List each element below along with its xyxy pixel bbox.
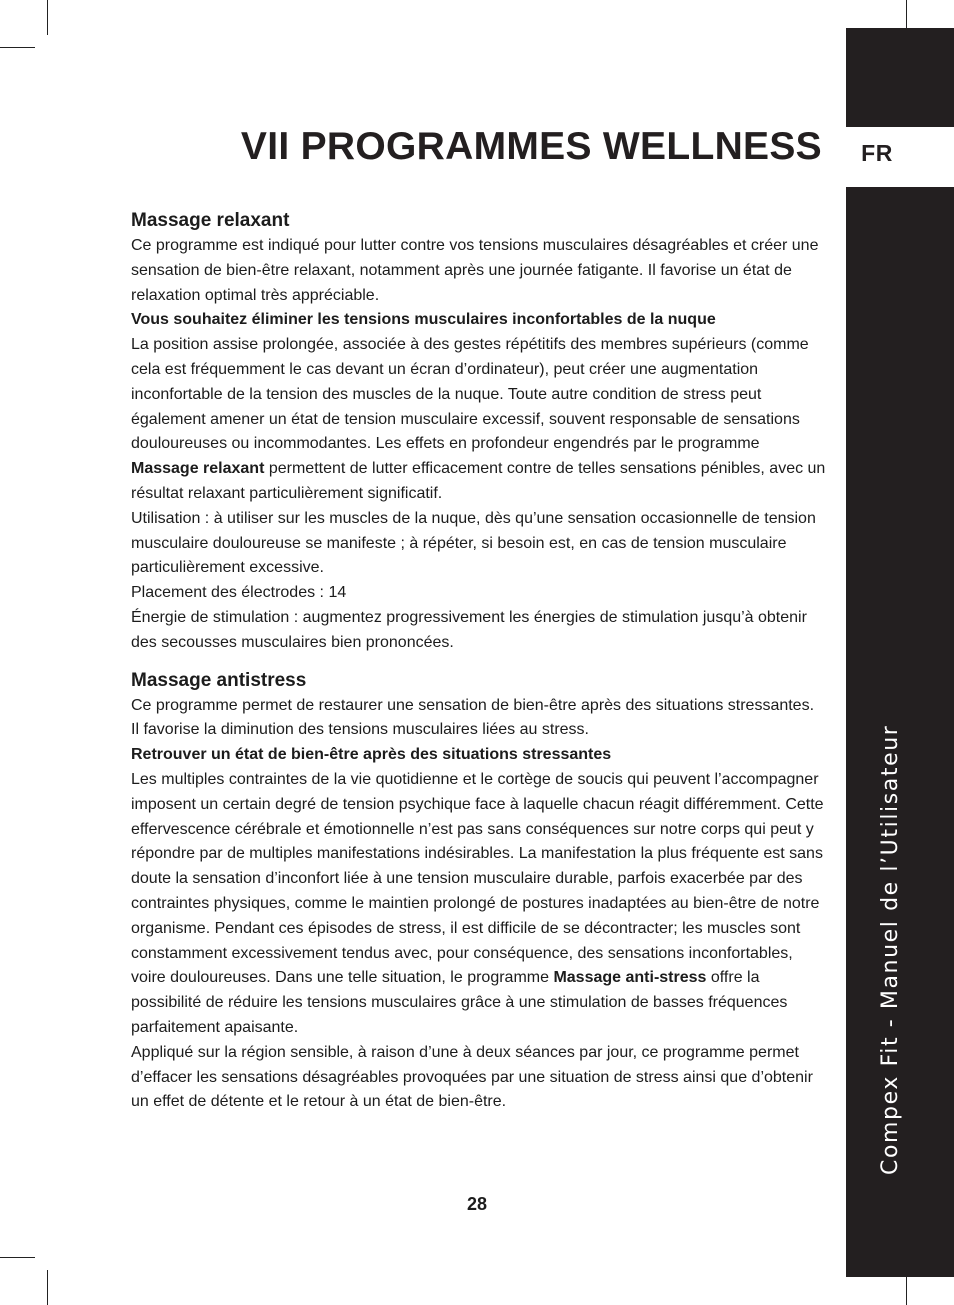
crop-mark [0, 47, 35, 48]
application-text: Appliqué sur la région sensible, à raison d’une à deux séances par jour, ce programme permet d’effacer les sensations désagréables provoquées par une situation de stress ainsi que d’obtenir un effet de détente et le retour à un état de bien-être. [131, 1043, 813, 1111]
section-intro: Ce programme est indiqué pour lutter contre vos tensions musculaires désagréables et créer une sensation de bien-être relaxant, notamment après une journée fatigante. Il favorise un état de relaxation optimal très appréciable. [131, 237, 819, 304]
language-label: FR [861, 140, 893, 166]
side-tab-top [846, 28, 954, 127]
body-text: La position assise prolongée, associée à des gestes répétitifs des membres supérieurs (comme cela est fréquemment le cas devant un écran d’ordinateur), peut créer une augmentation inconfortable de la tension des muscles de la nuque. Toute autre condition de stress peut également amener un état de tension musculaire excessif, souvent responsable de sensations douloureuses ou incommodantes. Les effets en profondeur engendrés par le programme [131, 336, 809, 453]
section-body [131, 768, 826, 1041]
crop-mark [0, 1257, 35, 1258]
section-intro: Ce programme permet de restaurer une sensation de bien-être après des situations stressantes. Il favorise la diminution des tensions musculaires liées au stress. [131, 696, 815, 739]
main-content [131, 207, 826, 1115]
program-name: Massage anti-stress [553, 969, 707, 987]
section-subtitle: Vous souhaitez éliminer les tensions musculaires inconfortables de la nuque [131, 311, 716, 329]
section-massage-antistress [131, 667, 826, 1116]
electrode-placement: Placement des électrodes : 14 [131, 584, 347, 602]
section-title: Massage antistress [131, 669, 307, 691]
section-massage-relaxant [131, 207, 826, 656]
crop-mark [47, 0, 48, 35]
usage-text: Utilisation : à utiliser sur les muscles de la nuque, dès qu’une sensation occasionnelle de tension musculaire douloureuse se manifeste ; à répéter, si besoin est, en cas de tension musculaire particulièrement excessive. [131, 509, 816, 577]
section-subtitle: Retrouver un état de bien-être après des situations stressantes [131, 746, 612, 764]
page-number: 28 [466, 1194, 488, 1214]
crop-mark [47, 1270, 48, 1305]
section-body [131, 333, 826, 507]
body-text: offre la possibilité de réduire les tensions musculaires grâce à une stimulation de basses fréquences parfaitement apaisante. [131, 969, 788, 1036]
stimulation-energy: Énergie de stimulation : augmentez progressivement les énergies de stimulation jusqu’à obtenir des secousses musculaires bien prononcées. [131, 608, 807, 651]
body-text: permettent de lutter efficacement contre de telles sensations pénibles, avec un résultat relaxant particulièrement significatif. [131, 460, 826, 502]
program-name: Massage relaxant [131, 460, 265, 478]
body-text: Les multiples contraintes de la vie quotidienne et le cortège de soucis qui peuvent l’accompagner imposent un certain degré de tension psychique face à laquelle chacun réagit différemment. Cette effervescence cérébrale et émotionnelle n’est pas sans conséquences sur notre corps qui peut y répondre par de multiples manifestations indésirables. La manifestation la plus fréquente est sans doute la sensation d’inconfort liée à une tension musculaire durable, parfois exacerbée par des contraintes physiques, comme le maintien prolongé de postures inadaptées au bien-être de notre organisme. Pendant ces épisodes de stress, il est difficile de se décontracter; les muscles sont constamment excessivement tendus avec, pour conséquence, des sensations inconfortables, voire douloureuses. Dans une telle situation, le programme [131, 770, 824, 987]
manual-title-vertical: Compex Fit - Manuel de l’Utilisateur [878, 724, 903, 1175]
section-title: Massage relaxant [131, 210, 290, 231]
page-title: VII PROGRAMMES WELLNESS [240, 125, 822, 168]
